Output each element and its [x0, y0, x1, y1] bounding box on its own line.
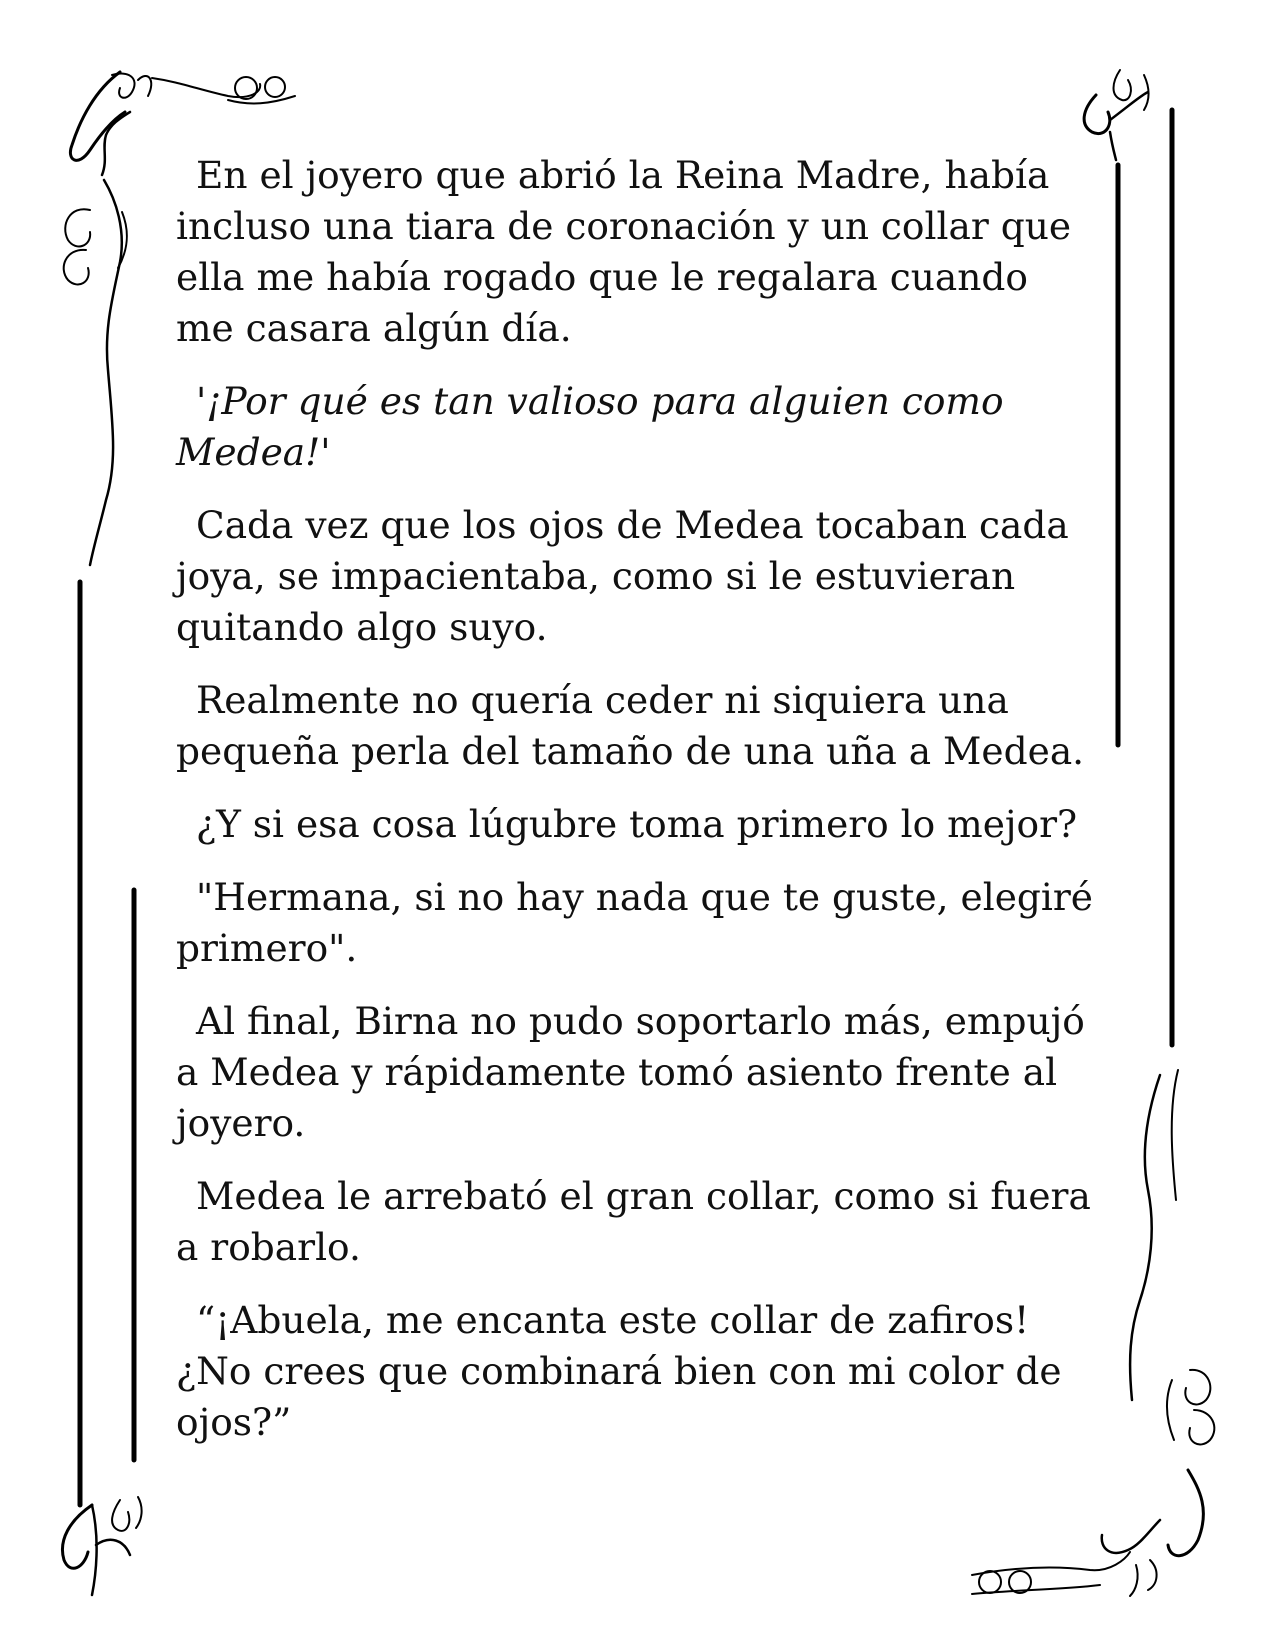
paragraph: Al final, Birna no pudo soportarlo más, empujó a Medea y rápidamente tomó asiento frente al joyero. [176, 999, 1085, 1145]
story-text [176, 150, 1096, 1470]
paragraph: Medea le arrebató el gran collar, como si fuera a robarlo. [176, 1174, 1091, 1269]
paragraph: ¿Y si esa cosa lúgubre toma primero lo mejor? [196, 802, 1078, 846]
top-right-flourish-ornament [1084, 70, 1148, 160]
paragraph-thought: '¡Por qué es tan valioso para alguien como Medea!' [176, 379, 1004, 474]
bottom-left-flourish-ornament [62, 1497, 141, 1595]
paragraph: En el joyero que abrió la Reina Madre, había incluso una tiara de coronación y un collar que ella me había rogado que le regalara cuando me casara algún día. [176, 153, 1072, 350]
paragraph: Cada vez que los ojos de Medea tocaban cada joya, se impacientaba, como si le estuvieran quitando algo suyo. [176, 503, 1069, 649]
paragraph-dialogue: “¡Abuela, me encanta este collar de zafiros! ¿No crees que combinará bien con mi color de ojos?” [176, 1298, 1062, 1444]
paragraph-dialogue: "Hermana, si no hay nada que te guste, elegiré primero". [176, 875, 1093, 970]
paragraph: Realmente no quería ceder ni siquiera una pequeña perla del tamaño de una uña a Medea. [176, 678, 1085, 773]
